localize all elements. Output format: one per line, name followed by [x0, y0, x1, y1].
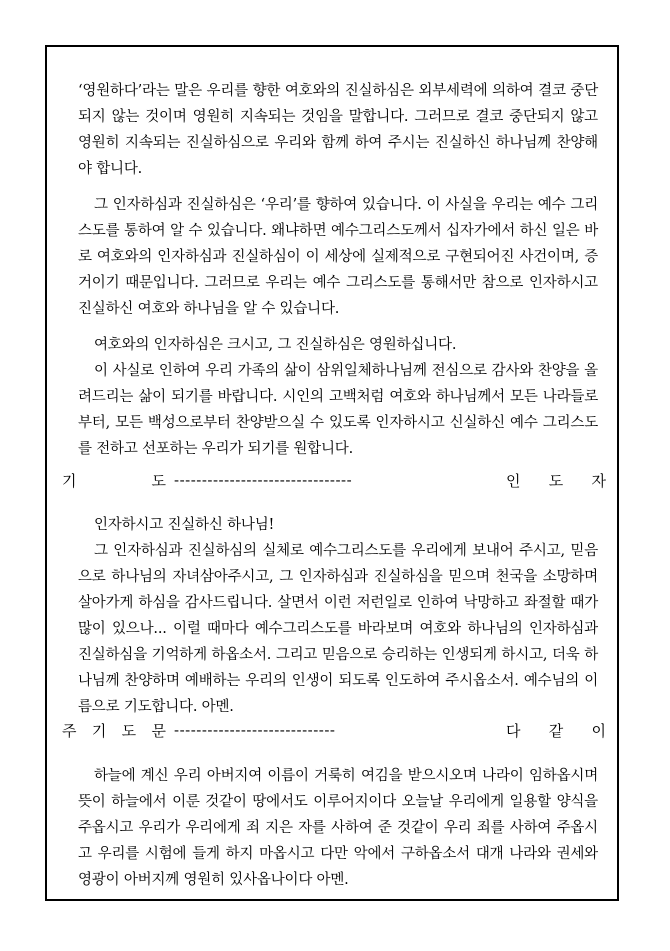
lords-prayer-header-dashes: -----------------------------	[174, 721, 336, 739]
prayer-header-char: 인	[506, 471, 521, 490]
lords-header-char: 문	[151, 721, 166, 740]
prayer-header	[62, 467, 606, 493]
prayer-header-right	[506, 470, 606, 491]
prayer-header-char: 자	[591, 471, 606, 490]
lords-header-char: 다	[506, 721, 521, 740]
lords-prayer-text	[78, 763, 598, 893]
lords-header-char: 이	[591, 721, 606, 740]
paragraph-eternal: ‘영원하다’라는 말은 우리를 향한 여호와의 진실하심은 외부세력에 의하여 결코 중단되지 않는 것이며 영원히 지속되는 것임을 말합니다. 그러므로 결코 중단되지 않고 영원히 지속되는 진실하심으로 우리와 함께 하여 주시는 진실하신 하나님께 찬양해야 합니다.	[78, 83, 598, 177]
prayer-opening: 인자하시고 진실하신 하나님!	[94, 517, 275, 533]
lords-header-char: 도	[121, 721, 137, 740]
lords-header-char: 같	[548, 721, 564, 740]
lords-prayer-header-left	[62, 720, 166, 741]
section1-text	[78, 78, 598, 462]
paragraph-great-love: 여호와의 인자하심은 크시고, 그 진실하심은 영원하십니다.	[94, 337, 457, 353]
prayer-header-char: 도	[151, 471, 166, 490]
paragraph-family-praise: 이 사실로 인하여 우리 가족의 삶이 삼위일체하나님께 전심으로 감사와 찬양을 올려드리는 삶이 되기를 바랍니다. 시인의 고백처럼 여호와 하나님께서 모든 나라들로부터, 모든 백성으로부터 찬양받으실 수 있도록 인자하시고 신실하신 예수 그리스도를 전하고 선포하는 우리가 되기를 원합니다.	[78, 363, 598, 457]
lords-prayer-header-right	[506, 720, 606, 741]
prayer-header-char: 도	[548, 471, 564, 490]
prayer-header-char: 기	[62, 471, 77, 490]
prayer-body: 그 인자하심과 진실하심의 실체로 예수그리스도를 우리에게 보내어 주시고, 믿음으로 하나님의 자녀삼아주시고, 그 인자하심과 진실하심을 믿으며 천국을 소망하며 살아가게 하심을 감사드립니다. 살면서 이런 저런일로 인하여 낙망하고 좌절할 때가 많이 있으나... 이럴 때마다 예수그리스도를 바라보며 여호와 하나님의 인자하심과 진실하심을 기억하게 하옵소서. 그리고 믿음으로 승리하는 인생되게 하시고, 더욱 하나님께 찬양하며 예배하는 우리의 인생이 되도록 인도하여 주시옵소서. 예수님의 이름으로 기도합니다. 아멘.	[78, 543, 598, 715]
prayer-header-left	[62, 470, 166, 491]
paragraph-toward-us: 그 인자하심과 진실하심은 ‘우리’를 향하여 있습니다. 이 사실을 우리는 예수 그리스도를 통하여 알 수 있습니다. 왜냐하면 예수그리스도께서 십자가에서 하신 일은 바로 여호와의 인자하심과 진실하심이 이 세상에 실제적으로 구현되어진 사건이며, 증거이기 때문입니다. 그러므로 우리는 예수 그리스도를 통해서만 참으로 인자하시고 진실하신 여호와 하나님을 알 수 있습니다.	[78, 197, 598, 317]
lords-prayer-body: 하늘에 계신 우리 아버지여 이름이 거룩히 여김을 받으시오며 나라이 임하옵시며 뜻이 하늘에서 이룬 것같이 땅에서도 이루어지이다 오늘날 우리에게 일용할 양식을 주옵시고 우리가 우리에게 죄 지은 자를 사하여 준 것같이 우리 죄를 사하여 주옵시고 우리를 시험에 들게 하지 마옵시고 다만 악에서 구하옵소서 대개 나라와 권세와 영광이 아버지께 영원히 있사옵나이다 아멘.	[78, 768, 598, 888]
lords-header-char: 기	[91, 721, 107, 740]
prayer-header-dashes: --------------------------------	[174, 471, 353, 489]
lords-header-char: 주	[62, 721, 77, 740]
prayer-text	[78, 512, 598, 720]
lords-prayer-header	[62, 717, 606, 743]
